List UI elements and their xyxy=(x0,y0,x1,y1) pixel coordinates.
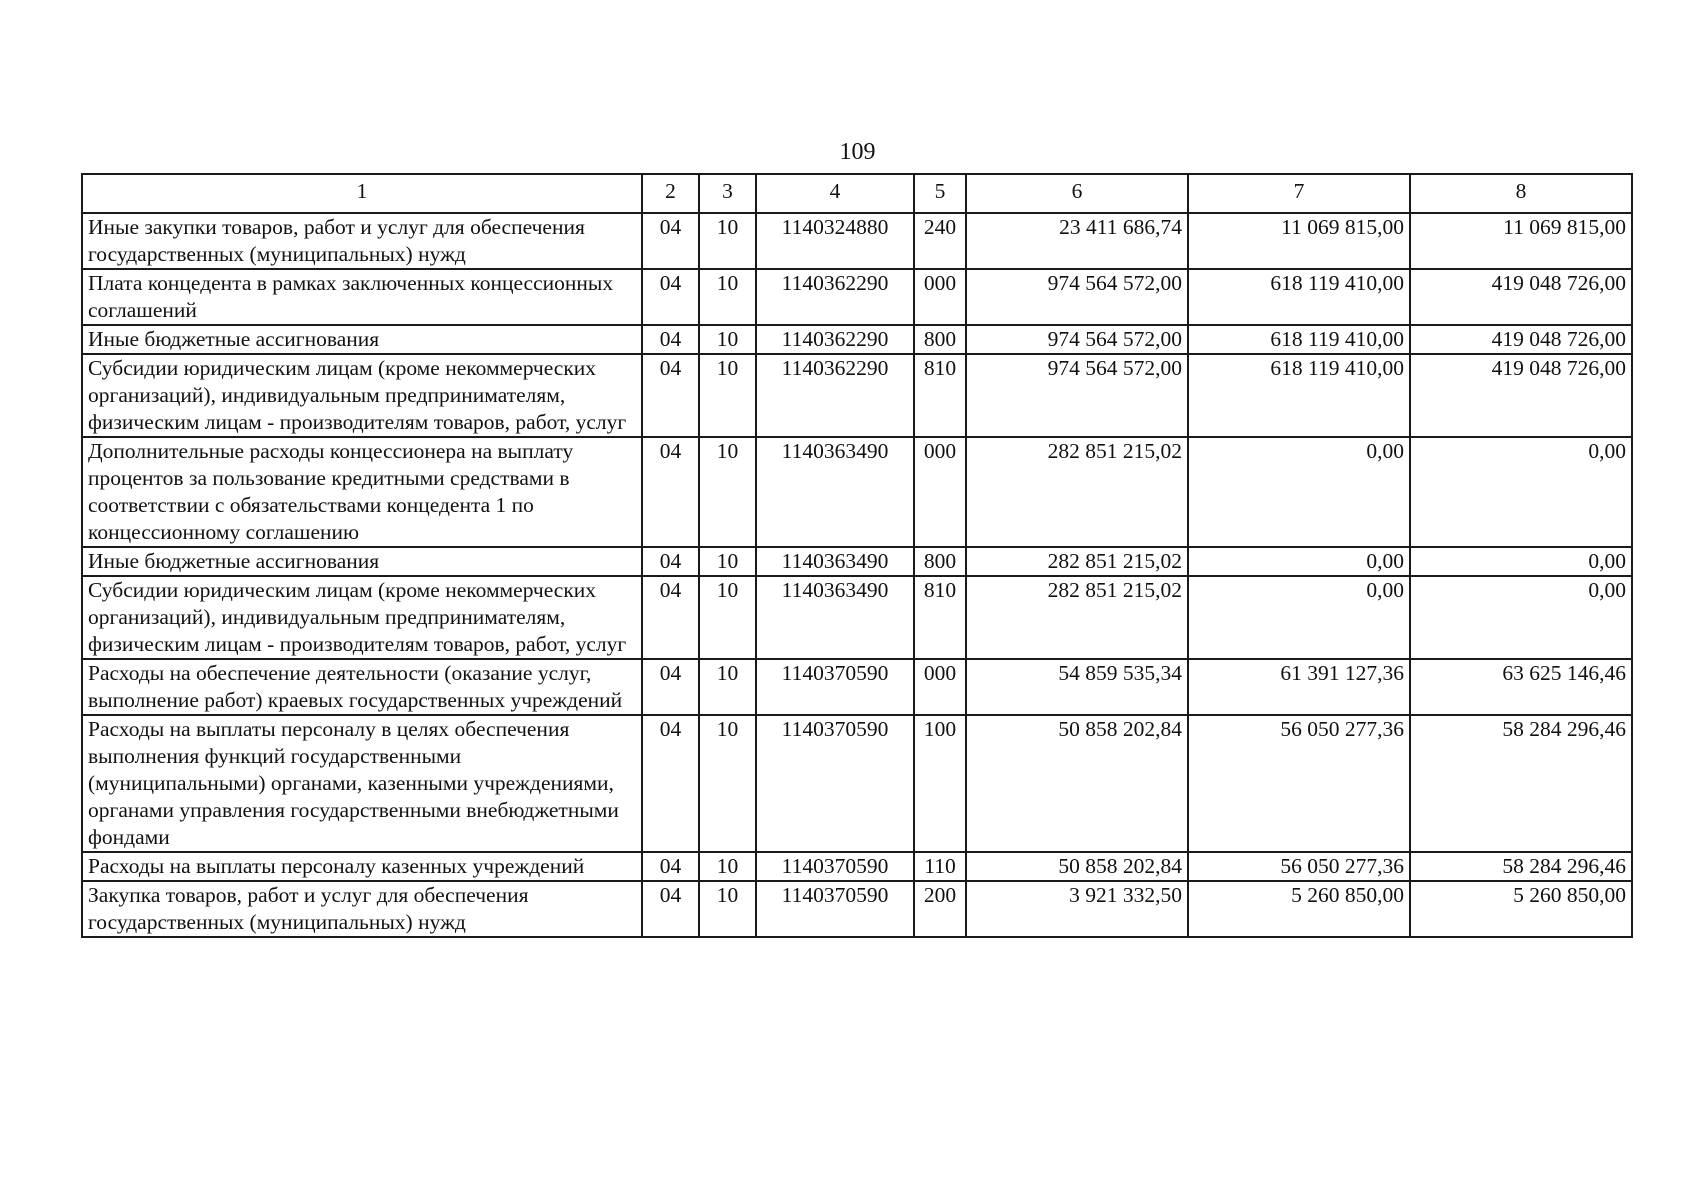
subsection-code-cell: 10 xyxy=(699,437,756,547)
amount-col6-cell: 974 564 572,00 xyxy=(966,325,1188,354)
header-row xyxy=(82,174,1632,213)
amount-col7-cell: 56 050 277,36 xyxy=(1188,852,1410,881)
amount-col8-cell: 5 260 850,00 xyxy=(1410,881,1632,937)
amount-col8-cell: 0,00 xyxy=(1410,437,1632,547)
amount-col8-cell: 419 048 726,00 xyxy=(1410,269,1632,325)
target-article-cell: 1140370590 xyxy=(756,852,914,881)
table-row xyxy=(82,852,1632,881)
expense-type-cell: 800 xyxy=(914,325,966,354)
expense-type-cell: 200 xyxy=(914,881,966,937)
section-code-cell: 04 xyxy=(642,354,699,437)
amount-col6-cell: 282 851 215,02 xyxy=(966,437,1188,547)
subsection-code-cell: 10 xyxy=(699,354,756,437)
column-header-2: 2 xyxy=(642,174,699,213)
amount-col7-cell: 618 119 410,00 xyxy=(1188,269,1410,325)
amount-col7-cell: 61 391 127,36 xyxy=(1188,659,1410,715)
expense-type-cell: 110 xyxy=(914,852,966,881)
amount-col7-cell: 618 119 410,00 xyxy=(1188,325,1410,354)
section-code-cell: 04 xyxy=(642,269,699,325)
amount-col8-cell: 11 069 815,00 xyxy=(1410,213,1632,269)
expense-name-cell: Расходы на выплаты персоналу в целях обеспечения выполнения функций государственными (муниципальными) органами, казенными учреждениями, органами управления государственными внебюджетными фондами xyxy=(82,715,642,852)
budget-table xyxy=(81,173,1633,938)
expense-type-cell: 800 xyxy=(914,547,966,576)
section-code-cell: 04 xyxy=(642,659,699,715)
amount-col6-cell: 50 858 202,84 xyxy=(966,852,1188,881)
section-code-cell: 04 xyxy=(642,852,699,881)
amount-col8-cell: 419 048 726,00 xyxy=(1410,325,1632,354)
column-header-8: 8 xyxy=(1410,174,1632,213)
table-row xyxy=(82,213,1632,269)
amount-col6-cell: 974 564 572,00 xyxy=(966,269,1188,325)
amount-col8-cell: 58 284 296,46 xyxy=(1410,852,1632,881)
subsection-code-cell: 10 xyxy=(699,269,756,325)
table-row xyxy=(82,715,1632,852)
section-code-cell: 04 xyxy=(642,213,699,269)
amount-col7-cell: 0,00 xyxy=(1188,547,1410,576)
amount-col7-cell: 618 119 410,00 xyxy=(1188,354,1410,437)
table-row xyxy=(82,354,1632,437)
expense-type-cell: 240 xyxy=(914,213,966,269)
section-code-cell: 04 xyxy=(642,325,699,354)
expense-type-cell: 000 xyxy=(914,659,966,715)
subsection-code-cell: 10 xyxy=(699,659,756,715)
amount-col6-cell: 282 851 215,02 xyxy=(966,576,1188,659)
expense-name-cell: Иные бюджетные ассигнования xyxy=(82,325,642,354)
table-row xyxy=(82,547,1632,576)
subsection-code-cell: 10 xyxy=(699,576,756,659)
table-header xyxy=(82,174,1632,213)
expense-name-cell: Расходы на обеспечение деятельности (оказание услуг, выполнение работ) краевых государственных учреждений xyxy=(82,659,642,715)
subsection-code-cell: 10 xyxy=(699,325,756,354)
amount-col8-cell: 0,00 xyxy=(1410,576,1632,659)
column-header-1: 1 xyxy=(82,174,642,213)
amount-col7-cell: 56 050 277,36 xyxy=(1188,715,1410,852)
amount-col6-cell: 23 411 686,74 xyxy=(966,213,1188,269)
expense-type-cell: 810 xyxy=(914,354,966,437)
expense-type-cell: 810 xyxy=(914,576,966,659)
target-article-cell: 1140362290 xyxy=(756,354,914,437)
table-row xyxy=(82,437,1632,547)
column-header-4: 4 xyxy=(756,174,914,213)
subsection-code-cell: 10 xyxy=(699,547,756,576)
section-code-cell: 04 xyxy=(642,715,699,852)
table-row xyxy=(82,881,1632,937)
column-header-3: 3 xyxy=(699,174,756,213)
amount-col6-cell: 974 564 572,00 xyxy=(966,354,1188,437)
amount-col8-cell: 0,00 xyxy=(1410,547,1632,576)
expense-name-cell: Иные закупки товаров, работ и услуг для обеспечения государственных (муниципальных) нужд xyxy=(82,213,642,269)
subsection-code-cell: 10 xyxy=(699,715,756,852)
amount-col7-cell: 0,00 xyxy=(1188,437,1410,547)
table-row xyxy=(82,325,1632,354)
section-code-cell: 04 xyxy=(642,547,699,576)
target-article-cell: 1140362290 xyxy=(756,325,914,354)
expense-name-cell: Расходы на выплаты персоналу казенных учреждений xyxy=(82,852,642,881)
amount-col6-cell: 50 858 202,84 xyxy=(966,715,1188,852)
amount-col8-cell: 419 048 726,00 xyxy=(1410,354,1632,437)
column-header-7: 7 xyxy=(1188,174,1410,213)
target-article-cell: 1140370590 xyxy=(756,659,914,715)
expense-name-cell: Субсидии юридическим лицам (кроме некоммерческих организаций), индивидуальным предпринимателям, физическим лицам - производителям товаров, работ, услуг xyxy=(82,576,642,659)
table-row xyxy=(82,659,1632,715)
column-header-6: 6 xyxy=(966,174,1188,213)
expense-name-cell: Субсидии юридическим лицам (кроме некоммерческих организаций), индивидуальным предпринимателям, физическим лицам - производителям товаров, работ, услуг xyxy=(82,354,642,437)
target-article-cell: 1140363490 xyxy=(756,576,914,659)
amount-col6-cell: 54 859 535,34 xyxy=(966,659,1188,715)
amount-col7-cell: 5 260 850,00 xyxy=(1188,881,1410,937)
expense-name-cell: Иные бюджетные ассигнования xyxy=(82,547,642,576)
expense-type-cell: 100 xyxy=(914,715,966,852)
expense-name-cell: Закупка товаров, работ и услуг для обеспечения государственных (муниципальных) нужд xyxy=(82,881,642,937)
expense-type-cell: 000 xyxy=(914,269,966,325)
amount-col6-cell: 3 921 332,50 xyxy=(966,881,1188,937)
column-header-5: 5 xyxy=(914,174,966,213)
expense-name-cell: Дополнительные расходы концессионера на выплату процентов за пользование кредитными средствами в соответствии с обязательствами концедента 1 по концессионному соглашению xyxy=(82,437,642,547)
table-row xyxy=(82,576,1632,659)
subsection-code-cell: 10 xyxy=(699,881,756,937)
amount-col8-cell: 58 284 296,46 xyxy=(1410,715,1632,852)
target-article-cell: 1140363490 xyxy=(756,547,914,576)
amount-col6-cell: 282 851 215,02 xyxy=(966,547,1188,576)
amount-col8-cell: 63 625 146,46 xyxy=(1410,659,1632,715)
amount-col7-cell: 0,00 xyxy=(1188,576,1410,659)
section-code-cell: 04 xyxy=(642,576,699,659)
table-body xyxy=(82,213,1632,937)
section-code-cell: 04 xyxy=(642,881,699,937)
target-article-cell: 1140370590 xyxy=(756,715,914,852)
page-number: 109 xyxy=(839,139,876,165)
expense-type-cell: 000 xyxy=(914,437,966,547)
target-article-cell: 1140363490 xyxy=(756,437,914,547)
subsection-code-cell: 10 xyxy=(699,852,756,881)
section-code-cell: 04 xyxy=(642,437,699,547)
amount-col7-cell: 11 069 815,00 xyxy=(1188,213,1410,269)
target-article-cell: 1140324880 xyxy=(756,213,914,269)
expense-name-cell: Плата концедента в рамках заключенных концессионных соглашений xyxy=(82,269,642,325)
subsection-code-cell: 10 xyxy=(699,213,756,269)
table-row xyxy=(82,269,1632,325)
target-article-cell: 1140362290 xyxy=(756,269,914,325)
target-article-cell: 1140370590 xyxy=(756,881,914,937)
